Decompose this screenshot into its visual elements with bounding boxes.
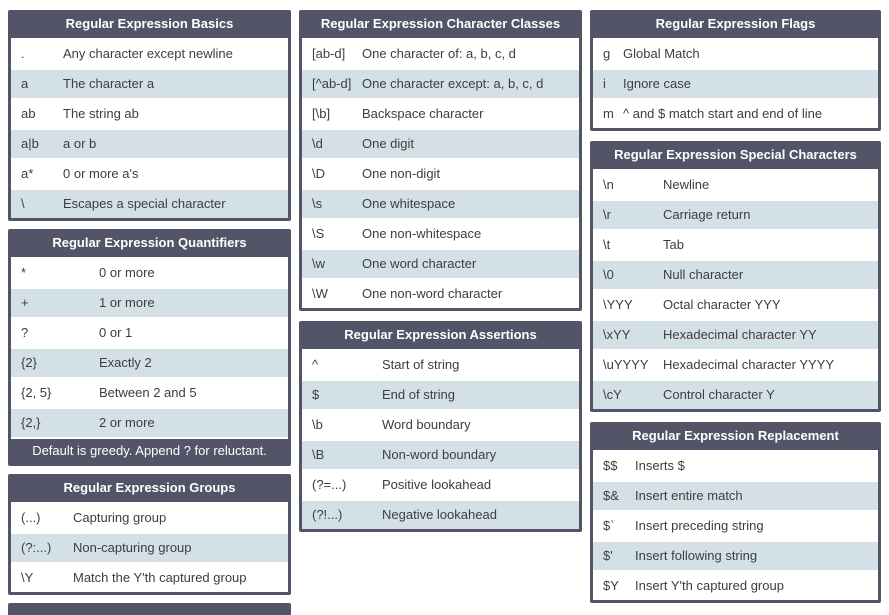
description-cell: Non-capturing group: [73, 540, 192, 555]
description-cell: One word character: [362, 256, 477, 271]
pattern-cell: \Y: [21, 570, 34, 585]
pattern-cell: $&: [603, 488, 619, 503]
table-row: [593, 261, 878, 289]
description-cell: Carriage return: [663, 207, 751, 222]
description-cell: One non-word character: [362, 286, 503, 301]
pattern-cell: \n: [603, 177, 614, 192]
pattern-cell: {2}: [21, 355, 37, 370]
table-row: [302, 70, 579, 98]
table-row: [302, 351, 579, 379]
pattern-cell: \YYY: [603, 297, 633, 312]
table-body-groups: [11, 502, 288, 592]
middle-column: [299, 10, 582, 542]
table-row: [302, 411, 579, 439]
pattern-cell: [\b]: [312, 106, 331, 121]
table-row: [593, 351, 878, 379]
description-cell: Newline: [663, 177, 710, 192]
description-cell: Inserts $: [635, 458, 685, 473]
description-cell: Insert Y'th captured group: [635, 578, 784, 593]
description-cell: Start of string: [382, 357, 460, 372]
table-body-assertions: [302, 349, 579, 529]
description-cell: 2 or more: [99, 415, 155, 430]
table-row: [11, 409, 288, 437]
pattern-cell: \B: [312, 447, 325, 462]
description-cell: 1 or more: [99, 295, 155, 310]
table-row: [11, 130, 288, 158]
table-title-basics: Regular Expression Basics: [65, 16, 234, 31]
description-cell: One digit: [362, 136, 415, 151]
table-row: [593, 201, 878, 229]
table-title-flags: Regular Expression Flags: [655, 16, 816, 31]
description-cell: Insert entire match: [635, 488, 743, 503]
description-cell: One non-whitespace: [362, 226, 482, 241]
table-row: [593, 231, 878, 259]
table-row: [11, 289, 288, 317]
pattern-cell: \W: [312, 286, 328, 301]
description-cell: 0 or more a's: [63, 166, 139, 181]
table-row: [593, 452, 878, 480]
pattern-cell: *: [21, 265, 27, 280]
table-row: [11, 70, 288, 98]
pattern-cell: \r: [603, 207, 611, 222]
table-row: [11, 190, 288, 218]
table-regex-replacement: [590, 422, 881, 603]
pattern-cell: [^ab-d]: [312, 76, 352, 91]
table-title-assertions: Regular Expression Assertions: [344, 327, 537, 342]
table-row: [593, 291, 878, 319]
table-regex-groups: [8, 474, 291, 595]
pattern-cell: (?:...): [21, 540, 52, 555]
pattern-cell: $Y: [603, 578, 619, 593]
pattern-cell: \cY: [603, 387, 622, 402]
pattern-cell: ?: [21, 325, 29, 340]
description-cell: Insert following string: [635, 548, 758, 563]
pattern-cell: $': [603, 548, 613, 563]
pattern-cell: {2, 5}: [21, 385, 52, 400]
table-body-flags: [593, 38, 878, 128]
description-cell: End of string: [382, 387, 455, 402]
right-column: [590, 10, 881, 613]
pattern-cell: \t: [603, 237, 611, 252]
table-row: [302, 441, 579, 469]
pattern-cell: ab: [21, 106, 36, 121]
description-cell: Capturing group: [73, 510, 167, 525]
table-row: [11, 40, 288, 68]
pattern-cell: (...): [21, 510, 41, 525]
description-cell: The character a: [63, 76, 155, 91]
table-row: [593, 40, 878, 68]
pattern-cell: \s: [312, 196, 323, 211]
description-cell: Hexadecimal character YYYY: [663, 357, 835, 372]
description-cell: Ignore case: [623, 76, 691, 91]
table-row: [302, 471, 579, 499]
description-cell: One non-digit: [362, 166, 441, 181]
table-row: [302, 220, 579, 248]
table-row: [302, 190, 579, 218]
description-cell: Any character except newline: [63, 46, 233, 61]
table-row: [593, 381, 878, 409]
pattern-cell: (?!...): [312, 507, 343, 522]
description-cell: Control character Y: [663, 387, 775, 402]
pattern-cell: \: [21, 196, 25, 211]
pattern-cell: \w: [312, 256, 325, 271]
description-cell: Word boundary: [382, 417, 471, 432]
pattern-cell: $`: [603, 518, 615, 533]
table-row: [302, 100, 579, 128]
table-footer-note: Default is greedy. Append ? for reluctant.: [32, 443, 267, 458]
description-cell: 0 or more: [99, 265, 155, 280]
table-row: [11, 259, 288, 287]
pattern-cell: $: [312, 387, 320, 402]
table-row: [302, 130, 579, 158]
pattern-cell: ^: [312, 357, 319, 372]
pattern-cell: [ab-d]: [312, 46, 346, 61]
pattern-cell: i: [603, 76, 606, 91]
pattern-cell: a|b: [21, 136, 39, 151]
description-cell: One character of: a, b, c, d: [362, 46, 516, 61]
pattern-cell: $$: [603, 458, 618, 473]
table-title-groups: Regular Expression Groups: [63, 480, 236, 495]
table-regex-character-classes: [299, 10, 582, 311]
table-title-special-characters: Regular Expression Special Characters: [614, 147, 857, 162]
table-title-quantifiers: Regular Expression Quantifiers: [52, 235, 247, 250]
table-regex-special-characters: [590, 141, 881, 412]
description-cell: Exactly 2: [99, 355, 152, 370]
table-row: [593, 100, 878, 128]
description-cell: Tab: [663, 237, 684, 252]
table-row: [11, 319, 288, 347]
table-row: [11, 504, 288, 532]
table-row: [593, 542, 878, 570]
description-cell: The string ab: [63, 106, 139, 121]
pattern-cell: g: [603, 46, 611, 61]
table-body-quantifiers: [11, 257, 288, 439]
table-regex-quantifiers: [8, 229, 291, 466]
table-row: [593, 171, 878, 199]
left-column: [8, 10, 291, 615]
table-body-replacement: [593, 450, 878, 600]
description-cell: ^ and $ match start and end of line: [623, 106, 823, 121]
description-cell: a or b: [63, 136, 97, 151]
description-cell: Escapes a special character: [63, 196, 226, 211]
partial-next-table-header: [8, 603, 291, 615]
pattern-cell: (?=...): [312, 477, 347, 492]
description-cell: Negative lookahead: [382, 507, 497, 522]
table-row: [11, 379, 288, 407]
pattern-cell: \xYY: [603, 327, 631, 342]
description-cell: Global Match: [623, 46, 700, 61]
pattern-cell: a*: [21, 166, 34, 181]
table-row: [302, 501, 579, 529]
pattern-cell: \0: [603, 267, 614, 282]
table-row: [593, 482, 878, 510]
table-row: [11, 100, 288, 128]
table-row: [11, 564, 288, 592]
pattern-cell: \S: [312, 226, 325, 241]
table-row: [593, 572, 878, 600]
description-cell: Hexadecimal character YY: [663, 327, 817, 342]
pattern-cell: m: [603, 106, 614, 121]
table-regex-assertions: [299, 321, 582, 532]
table-row: [302, 250, 579, 278]
table-body-special-characters: [593, 169, 878, 409]
description-cell: Insert preceding string: [635, 518, 764, 533]
table-row: [11, 349, 288, 377]
description-cell: One character except: a, b, c, d: [362, 76, 544, 91]
table-row: [11, 534, 288, 562]
table-title-replacement: Regular Expression Replacement: [632, 428, 839, 443]
table-row: [593, 321, 878, 349]
table-regex-basics: [8, 10, 291, 221]
table-row: [11, 160, 288, 188]
description-cell: Null character: [663, 267, 744, 282]
table-body-character-classes: [302, 38, 579, 308]
pattern-cell: .: [21, 46, 25, 61]
description-cell: 0 or 1: [99, 325, 133, 340]
table-row: [593, 512, 878, 540]
description-cell: Match the Y'th captured group: [73, 570, 247, 585]
table-row: [302, 160, 579, 188]
description-cell: Positive lookahead: [382, 477, 492, 492]
table-regex-flags: [590, 10, 881, 131]
description-cell: Between 2 and 5: [99, 385, 197, 400]
table-title-character-classes: Regular Expression Character Classes: [320, 16, 561, 31]
table-row: [593, 70, 878, 98]
table-body-basics: [11, 38, 288, 218]
description-cell: One whitespace: [362, 196, 456, 211]
pattern-cell: \uYYYY: [603, 357, 649, 372]
pattern-cell: \d: [312, 136, 323, 151]
pattern-cell: a: [21, 76, 29, 91]
pattern-cell: {2,}: [21, 415, 41, 430]
table-row: [302, 280, 579, 308]
description-cell: Non-word boundary: [382, 447, 497, 462]
table-row: [302, 381, 579, 409]
description-cell: Backspace character: [362, 106, 484, 121]
table-row: [302, 40, 579, 68]
pattern-cell: +: [21, 295, 29, 310]
description-cell: Octal character YYY: [663, 297, 781, 312]
pattern-cell: \D: [312, 166, 325, 181]
pattern-cell: \b: [312, 417, 323, 432]
